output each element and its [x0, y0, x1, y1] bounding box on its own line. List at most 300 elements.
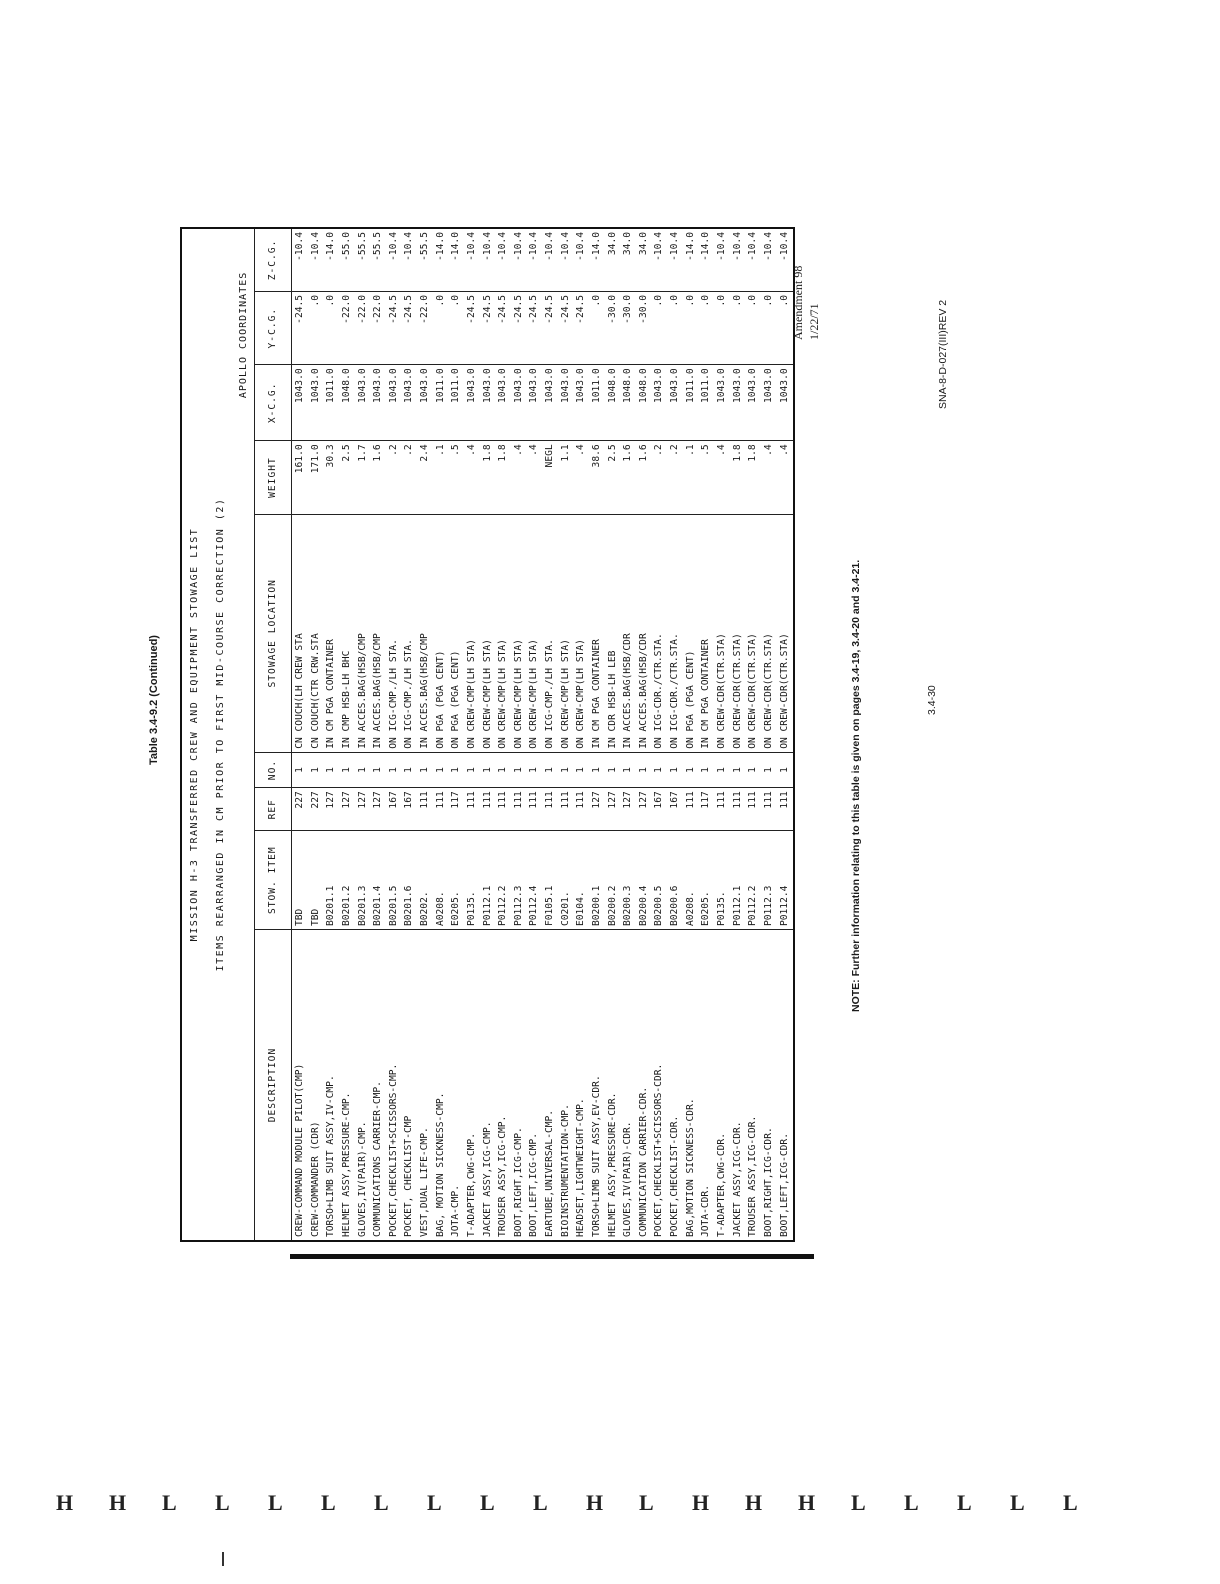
margin-glyph: L: [268, 1490, 283, 1515]
table-cell: IN CMP HSB-LH BHC: [339, 514, 355, 752]
table-cell: .0: [761, 291, 777, 364]
margin-glyph: L: [904, 1490, 919, 1515]
table-cell: 1011.0: [324, 365, 340, 441]
table-cell: -10.4: [730, 228, 746, 291]
table-cell: -22.0: [355, 291, 371, 364]
table-cell: TORSO+LIMB SUIT ASSY,EV-CDR.: [589, 930, 605, 1241]
margin-glyph: L: [480, 1490, 495, 1515]
table-cell: 1048.0: [636, 365, 652, 441]
table-cell: ON CREW-CDR(CTR.STA): [746, 514, 762, 752]
table-cell: 111: [417, 788, 433, 831]
table-cell: 1048.0: [339, 365, 355, 441]
table-cell: BOOT,LEFT,ICG-CDR.: [777, 930, 794, 1241]
table-cell: IN CM PGA CONTAINER: [589, 514, 605, 752]
table-cell: -10.4: [386, 228, 402, 291]
table-cell: 1: [714, 752, 730, 787]
table-cell: ON ICG-CDR./CTR.STA.: [652, 514, 668, 752]
table-cell: 117: [449, 788, 465, 831]
column-header: WEIGHT: [255, 441, 292, 514]
table-cell: IN CM PGA CONTAINER: [324, 514, 340, 752]
margin-tick: [222, 1552, 224, 1566]
table-cell: 1: [699, 752, 715, 787]
table-cell: 1: [777, 752, 794, 787]
table-cell: .4: [761, 441, 777, 514]
coord-group-label: APOLLO COORDINATES: [234, 228, 255, 441]
table-cell: .0: [433, 291, 449, 364]
table-cell: 1043.0: [652, 365, 668, 441]
table-cell: BAG, MOTION SICKNESS-CMP.: [433, 930, 449, 1241]
bottom-glyph-row: [0, 1492, 1220, 1532]
table-cell: 1: [558, 752, 574, 787]
table-cell: 1: [542, 752, 558, 787]
table-cell: T-ADAPTER,CWG-CMP.: [464, 930, 480, 1241]
table-cell: 1043.0: [761, 365, 777, 441]
table-cell: E0104.: [574, 831, 590, 930]
table-cell: -10.4: [511, 228, 527, 291]
table-cell: 1: [464, 752, 480, 787]
table-cell: B0200.6: [667, 831, 683, 930]
margin-glyph: H: [586, 1490, 604, 1515]
margin-glyph: H: [56, 1490, 74, 1515]
table-cell: 1043.0: [417, 365, 433, 441]
table-cell: 1043.0: [480, 365, 496, 441]
table-cell: 111: [480, 788, 496, 831]
table-cell: ON ICG-CMP./LH STA.: [386, 514, 402, 752]
table-cell: B0200.1: [589, 831, 605, 930]
column-header: X-C.G.: [255, 365, 292, 441]
table-cell: -10.4: [761, 228, 777, 291]
table-cell: -14.0: [433, 228, 449, 291]
table-cell: -14.0: [324, 228, 340, 291]
table-cell: P0112.1: [730, 831, 746, 930]
table-cell: -22.0: [417, 291, 433, 364]
table-cell: 167: [652, 788, 668, 831]
table-cell: 1: [574, 752, 590, 787]
table-cell: 1: [730, 752, 746, 787]
table-cell: 167: [402, 788, 418, 831]
table-cell: 34.0: [636, 228, 652, 291]
table-cell: .0: [699, 291, 715, 364]
table-cell: 1043.0: [402, 365, 418, 441]
table-cell: 127: [621, 788, 637, 831]
amendment-date: 1/22/71: [807, 303, 821, 340]
table-cell: E0205.: [449, 831, 465, 930]
table-cell: TBD: [308, 831, 324, 930]
table-cell: -24.5: [527, 291, 543, 364]
table-title: MISSION H-3 TRANSFERRED CREW AND EQUIPMENT STOWAGE LIST: [188, 527, 200, 942]
table-cell: ON PGA (PGA CENT): [433, 514, 449, 752]
table-cell: 1043.0: [527, 365, 543, 441]
table-cell: 1: [449, 752, 465, 787]
table-cell: 2.5: [339, 441, 355, 514]
table-cell: IN ACCES.BAG(HSB/CDR: [621, 514, 637, 752]
table-cell: .0: [652, 291, 668, 364]
table-cell: -14.0: [589, 228, 605, 291]
table-cell: 1043.0: [714, 365, 730, 441]
table-cell: 1.6: [636, 441, 652, 514]
table-cell: .0: [683, 291, 699, 364]
table-cell: JOTA-CMP.: [449, 930, 465, 1241]
table-cell: .2: [652, 441, 668, 514]
table-cell: NEGL: [542, 441, 558, 514]
table-row: [355, 228, 371, 1241]
table-row: [339, 228, 355, 1241]
table-cell: F0105.1: [542, 831, 558, 930]
table-cell: -24.5: [558, 291, 574, 364]
table-cell: 111: [496, 788, 512, 831]
amendment-block: [790, 220, 850, 340]
table-cell: POCKET, CHECKLIST-CMP: [402, 930, 418, 1241]
table-cell: -24.5: [292, 291, 308, 364]
table-cell: 127: [636, 788, 652, 831]
table-cell: -10.4: [464, 228, 480, 291]
table-cell: ON ICG-CMP./LH STA.: [542, 514, 558, 752]
table-cell: -55.0: [339, 228, 355, 291]
table-cell: CN COUCH(LH CREW STA: [292, 514, 308, 752]
table-cell: 111: [511, 788, 527, 831]
table-cell: 1: [324, 752, 340, 787]
table-cell: P0112.4: [777, 831, 794, 930]
table-cell: 1: [433, 752, 449, 787]
table-cell: B0201.3: [355, 831, 371, 930]
table-cell: 127: [605, 788, 621, 831]
table-cell: 34.0: [621, 228, 637, 291]
table-cell: .2: [667, 441, 683, 514]
table-cell: ON CREW-CMP(LH STA): [574, 514, 590, 752]
table-row: [589, 228, 605, 1241]
table-cell: -10.4: [527, 228, 543, 291]
table-row: [324, 228, 340, 1241]
table-cell: -24.5: [496, 291, 512, 364]
table-cell: 1.8: [746, 441, 762, 514]
table-cell: 1043.0: [464, 365, 480, 441]
table-cell: 1043.0: [730, 365, 746, 441]
table-cell: 1: [667, 752, 683, 787]
table-row: [386, 228, 402, 1241]
table-cell: P0112.4: [527, 831, 543, 930]
table-cell: COMMUNICATIONS CARRIER-CMP.: [371, 930, 387, 1241]
table-row: [292, 228, 308, 1241]
table-cell: CREW-COMMANDER (CDR): [308, 930, 324, 1241]
table-cell: POCKET,CHECKLIST+SCISSORS-CDR.: [652, 930, 668, 1241]
table-cell: -10.4: [292, 228, 308, 291]
table-cell: B0200.4: [636, 831, 652, 930]
table-cell: 2.5: [605, 441, 621, 514]
table-cell: -30.0: [636, 291, 652, 364]
table-cell: HELMET ASSY,PRESSURE-CDR.: [605, 930, 621, 1241]
table-cell: TROUSER ASSY,ICG-CDR.: [746, 930, 762, 1241]
table-cell: 1: [417, 752, 433, 787]
table-cell: -22.0: [371, 291, 387, 364]
table-cell: .0: [714, 291, 730, 364]
table-row: [511, 228, 527, 1241]
table-cell: 167: [667, 788, 683, 831]
table-row: [699, 228, 715, 1241]
margin-glyph: L: [374, 1490, 389, 1515]
table-cell: 111: [433, 788, 449, 831]
table-cell: 1043.0: [292, 365, 308, 441]
column-header: DESCRIPTION: [255, 930, 292, 1241]
table-row: [621, 228, 637, 1241]
table-cell: 227: [292, 788, 308, 831]
table-cell: .0: [746, 291, 762, 364]
table-row: [527, 228, 543, 1241]
margin-glyph: L: [851, 1490, 866, 1515]
margin-glyph: L: [639, 1490, 654, 1515]
table-row: [730, 228, 746, 1241]
table-cell: P0135.: [714, 831, 730, 930]
table-cell: -14.0: [683, 228, 699, 291]
table-row: [636, 228, 652, 1241]
table-cell: 1: [636, 752, 652, 787]
table-cell: 1: [355, 752, 371, 787]
table-cell: .0: [777, 291, 794, 364]
table-cell: -10.4: [652, 228, 668, 291]
table-cell: 127: [355, 788, 371, 831]
table-cell: BOOT,LEFT,ICG-CMP.: [527, 930, 543, 1241]
table-caption: Table 3.4-9.2 (Continued): [148, 635, 160, 765]
table-cell: BOOT,RIGHT,ICG-CDR.: [761, 930, 777, 1241]
table-cell: 111: [558, 788, 574, 831]
table-cell: TBD: [292, 831, 308, 930]
table-row: [480, 228, 496, 1241]
table-cell: .0: [589, 291, 605, 364]
table-cell: -24.5: [402, 291, 418, 364]
table-row: [605, 228, 621, 1241]
margin-glyph: L: [215, 1490, 230, 1515]
margin-glyph: L: [321, 1490, 336, 1515]
table-cell: B0201.5: [386, 831, 402, 930]
table-cell: CREW-COMMAND MODULE PILOT(CMP): [292, 930, 308, 1241]
table-cell: POCKET,CHECKLIST-CDR.: [667, 930, 683, 1241]
table-cell: B0200.5: [652, 831, 668, 930]
stowage-table: [180, 227, 795, 1242]
table-cell: -24.5: [386, 291, 402, 364]
table-cell: .4: [777, 441, 794, 514]
table-cell: P0112.3: [761, 831, 777, 930]
table-cell: IN ACCES.BAG(HSB/CMP: [371, 514, 387, 752]
table-cell: 1.6: [621, 441, 637, 514]
table-cell: ON ICG-CDR./CTR.STA.: [667, 514, 683, 752]
table-cell: B0201.6: [402, 831, 418, 930]
table-cell: 111: [542, 788, 558, 831]
margin-glyph: L: [1010, 1490, 1025, 1515]
table-cell: 127: [371, 788, 387, 831]
table-cell: .4: [574, 441, 590, 514]
table-cell: 111: [574, 788, 590, 831]
table-cell: 127: [339, 788, 355, 831]
table-row: [402, 228, 418, 1241]
column-header: Y-C.G.: [255, 291, 292, 364]
table-row: [417, 228, 433, 1241]
table-cell: E0205.: [699, 831, 715, 930]
table-note: NOTE: Further information relating to this table is given on pages 3.4-19, 3.4-20 and 3.4-21.: [850, 560, 862, 1013]
margin-glyph: L: [1063, 1490, 1078, 1515]
table-cell: ON CREW-CDR(CTR.STA): [777, 514, 794, 752]
table-cell: 1: [589, 752, 605, 787]
table-cell: 1043.0: [386, 365, 402, 441]
margin-glyph: H: [745, 1490, 763, 1515]
table-cell: 1: [605, 752, 621, 787]
table-cell: P0112.2: [496, 831, 512, 930]
table-cell: 1043.0: [667, 365, 683, 441]
table-cell: -24.5: [542, 291, 558, 364]
table-cell: 1.8: [480, 441, 496, 514]
table-cell: 1011.0: [589, 365, 605, 441]
table-cell: COMMUNICATION CARRIER-CDR.: [636, 930, 652, 1241]
table-cell: 1.8: [730, 441, 746, 514]
table-cell: 1: [308, 752, 324, 787]
table-cell: T-ADAPTER,CWG-CDR.: [714, 930, 730, 1241]
table-cell: 161.0: [292, 441, 308, 514]
table-cell: 1: [652, 752, 668, 787]
table-cell: 1043.0: [371, 365, 387, 441]
table-row: [652, 228, 668, 1241]
table-cell: 1043.0: [511, 365, 527, 441]
table-cell: ON CREW-CDR(CTR.STA): [714, 514, 730, 752]
table-row: [449, 228, 465, 1241]
margin-glyph: H: [798, 1490, 816, 1515]
table-cell: 1043.0: [355, 365, 371, 441]
table-cell: .4: [714, 441, 730, 514]
table-row: [746, 228, 762, 1241]
table-cell: .4: [511, 441, 527, 514]
table-cell: 1: [292, 752, 308, 787]
table-cell: IN ACCES.BAG(HSB/CDR: [636, 514, 652, 752]
table-cell: .0: [667, 291, 683, 364]
table-cell: GLOVES,IV(PAIR)-CDR.: [621, 930, 637, 1241]
table-row: [558, 228, 574, 1241]
table-row: [464, 228, 480, 1241]
table-row: [683, 228, 699, 1241]
table-cell: IN CDR HSB-LH LEB: [605, 514, 621, 752]
table-cell: .4: [464, 441, 480, 514]
column-header: REF: [255, 788, 292, 831]
table-cell: 1043.0: [496, 365, 512, 441]
table-cell: .0: [308, 291, 324, 364]
table-cell: -10.4: [542, 228, 558, 291]
table-row: [667, 228, 683, 1241]
table-cell: -10.4: [667, 228, 683, 291]
table-cell: ON ICG-CMP./LH STA.: [402, 514, 418, 752]
table-cell: ON PGA (PGA CENT): [683, 514, 699, 752]
margin-glyph: H: [692, 1490, 710, 1515]
table-cell: B0201.2: [339, 831, 355, 930]
table-cell: .0: [449, 291, 465, 364]
column-header: Z-C.G.: [255, 228, 292, 291]
table-cell: 30.3: [324, 441, 340, 514]
table-cell: A0208.: [433, 831, 449, 930]
table-cell: HELMET ASSY,PRESSURE-CMP.: [339, 930, 355, 1241]
table-cell: 1: [761, 752, 777, 787]
table-cell: -24.5: [480, 291, 496, 364]
table-cell: 227: [308, 788, 324, 831]
table-cell: B0201.1: [324, 831, 340, 930]
table-cell: 1: [480, 752, 496, 787]
page-number: 3.4-30: [926, 685, 938, 715]
table-cell: 1011.0: [683, 365, 699, 441]
table-cell: TROUSER ASSY,ICG-CMP.: [496, 930, 512, 1241]
table-cell: .1: [433, 441, 449, 514]
table-row: [542, 228, 558, 1241]
table-row: [371, 228, 387, 1241]
table-subtitle: ITEMS REARRANGED IN CM PRIOR TO FIRST MID-COURSE CORRECTION (2): [214, 497, 226, 972]
table-cell: B0202.: [417, 831, 433, 930]
separator-bar: [290, 1254, 814, 1259]
table-cell: -10.4: [777, 228, 794, 291]
table-cell: -10.4: [558, 228, 574, 291]
table-cell: VEST,DUAL LIFE-CMP.: [417, 930, 433, 1241]
table-cell: BOOT,RIGHT,ICG-CMP.: [511, 930, 527, 1241]
table-cell: 171.0: [308, 441, 324, 514]
column-header: NO.: [255, 752, 292, 787]
table-cell: ON CREW-CMP(LH STA): [480, 514, 496, 752]
table-cell: ON CREW-CMP(LH STA): [511, 514, 527, 752]
table-cell: 1: [746, 752, 762, 787]
column-header: STOWAGE LOCATION: [255, 514, 292, 752]
table-cell: ON CREW-CDR(CTR.STA): [730, 514, 746, 752]
table-cell: .2: [386, 441, 402, 514]
table-cell: 111: [761, 788, 777, 831]
table-cell: P0112.3: [511, 831, 527, 930]
table-cell: -10.4: [714, 228, 730, 291]
table-cell: B0200.2: [605, 831, 621, 930]
table-cell: .5: [699, 441, 715, 514]
table-cell: -10.4: [308, 228, 324, 291]
table-row: [714, 228, 730, 1241]
table-cell: -55.5: [355, 228, 371, 291]
document-id: SNA-8-D-027(III)REV 2: [937, 300, 949, 410]
table-cell: 117: [699, 788, 715, 831]
table-cell: -55.5: [371, 228, 387, 291]
table-cell: 1043.0: [777, 365, 794, 441]
table-cell: 1048.0: [621, 365, 637, 441]
table-cell: ON CREW-CMP(LH STA): [496, 514, 512, 752]
margin-glyph: L: [162, 1490, 177, 1515]
margin-glyph: L: [957, 1490, 972, 1515]
table-cell: .1: [683, 441, 699, 514]
table-cell: 111: [527, 788, 543, 831]
table-cell: POCKET,CHECKLIST+SCISSORS-CMP.: [386, 930, 402, 1241]
table-cell: 1011.0: [699, 365, 715, 441]
table-cell: 111: [683, 788, 699, 831]
table-row: [433, 228, 449, 1241]
table-cell: 127: [324, 788, 340, 831]
column-header: STOW. ITEM: [255, 831, 292, 930]
table-cell: 111: [464, 788, 480, 831]
table-cell: 1: [527, 752, 543, 787]
table-cell: 1: [371, 752, 387, 787]
table-cell: ON PGA (PGA CENT): [449, 514, 465, 752]
table-cell: 111: [746, 788, 762, 831]
table-cell: 1011.0: [433, 365, 449, 441]
table-cell: 1: [683, 752, 699, 787]
table-cell: 2.4: [417, 441, 433, 514]
table-cell: IN CM PGA CONTAINER: [699, 514, 715, 752]
table-cell: A0208.: [683, 831, 699, 930]
table-cell: 1048.0: [605, 365, 621, 441]
table-cell: B0201.4: [371, 831, 387, 930]
table-cell: C0201.: [558, 831, 574, 930]
group-spacer: [234, 441, 255, 1241]
table-cell: -30.0: [621, 291, 637, 364]
table-cell: 1.7: [355, 441, 371, 514]
table-row: [574, 228, 590, 1241]
table-cell: -14.0: [449, 228, 465, 291]
table-cell: .4: [527, 441, 543, 514]
table-cell: ON CREW-CMP(LH STA): [527, 514, 543, 752]
table-cell: .0: [324, 291, 340, 364]
